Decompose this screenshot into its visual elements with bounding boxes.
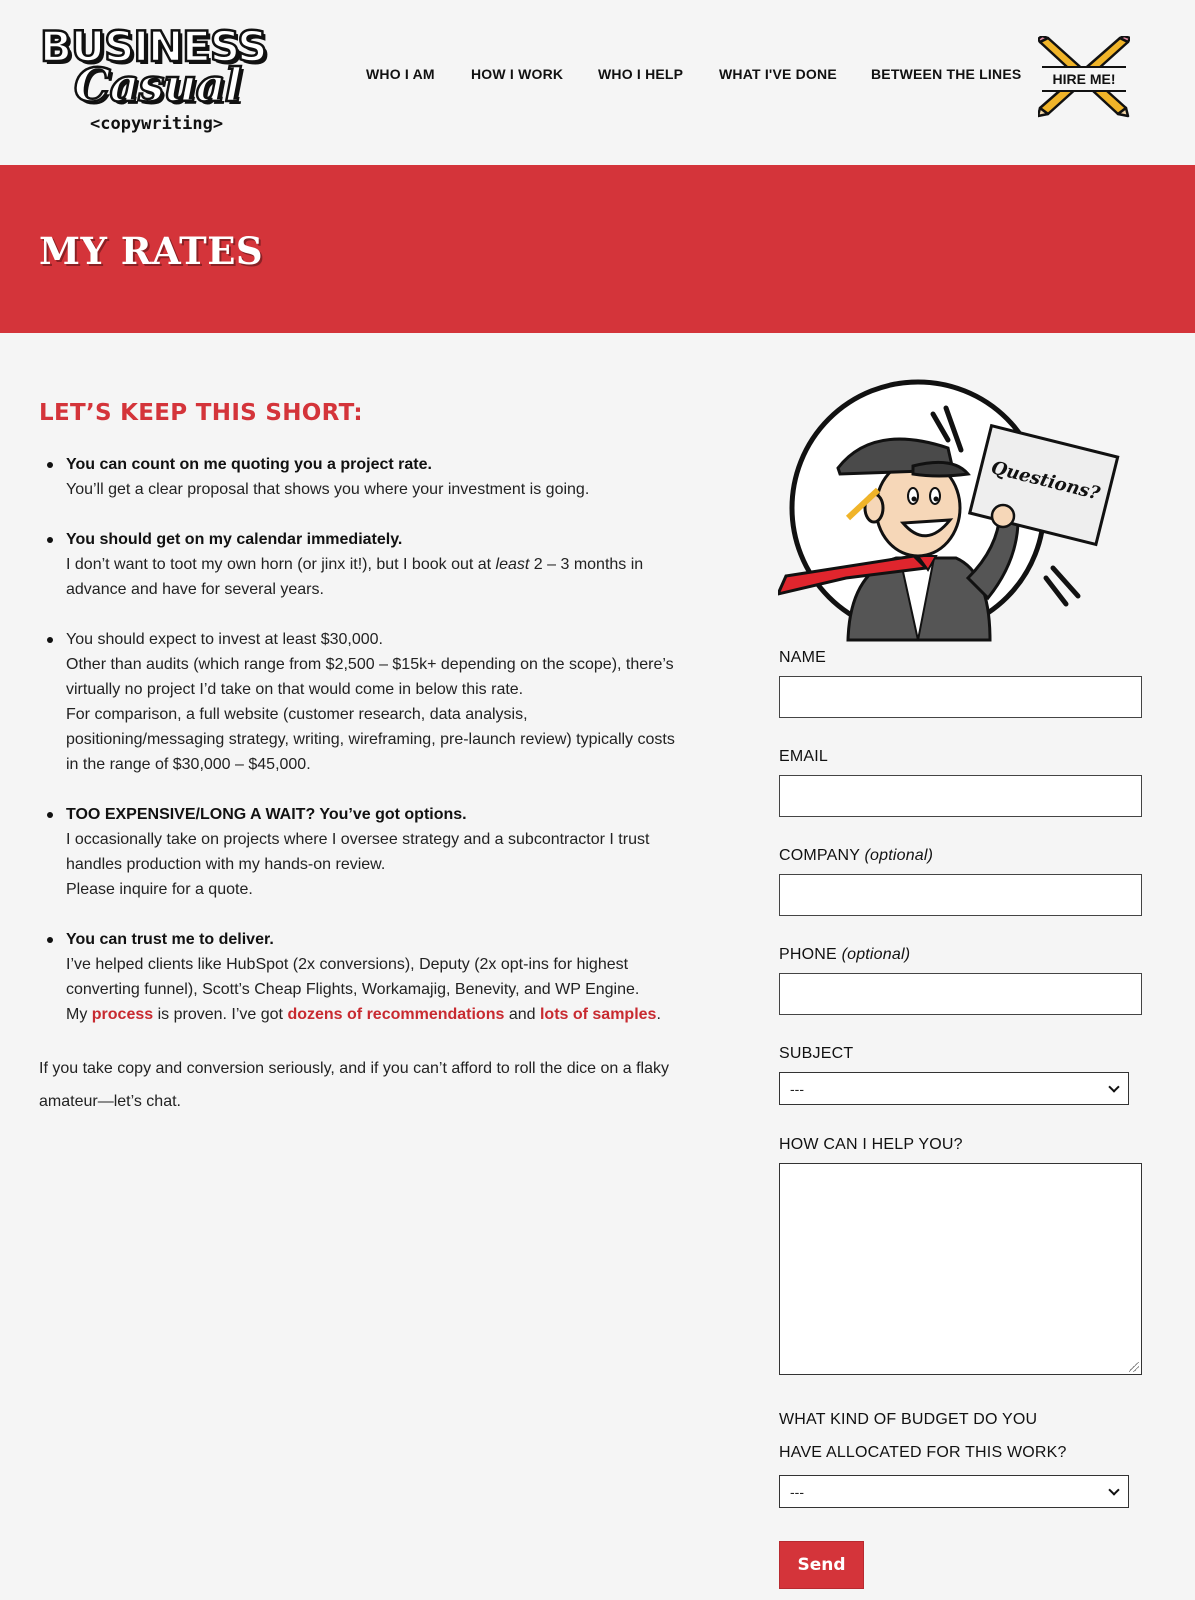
proof-text: and <box>504 1006 540 1023</box>
list-item <box>39 802 679 902</box>
list-item <box>39 627 679 777</box>
help-message-textarea[interactable] <box>779 1163 1142 1375</box>
send-button[interactable]: Send <box>779 1541 864 1589</box>
list-item <box>39 527 679 602</box>
point-heading: You should get on my calendar immediately. <box>66 531 403 548</box>
page-banner <box>0 165 1195 333</box>
point-text: I occasionally take on projects where I oversee strategy and a subcontractor I trust handles production with my hands-on review. <box>66 831 650 873</box>
recommendations-link[interactable]: dozens of recommendations <box>287 1006 505 1023</box>
proof-text: My <box>66 1006 92 1023</box>
proof-text: is proven. I’ve got <box>153 1006 288 1023</box>
site-header <box>0 0 1195 165</box>
proof-text: . <box>656 1006 661 1023</box>
section-heading: LET’S KEEP THIS SHORT: <box>39 400 363 426</box>
point-text-part: 2 – 3 months in advance and have for several years. <box>66 556 644 598</box>
hire-me-label: HIRE ME! <box>1042 66 1126 92</box>
phone-label-text: PHONE <box>779 946 837 963</box>
point-heading: You can count on me quoting you a project rate. <box>66 456 432 473</box>
samples-link[interactable]: lots of samples <box>539 1006 657 1023</box>
budget-label: WHAT KIND OF BUDGET DO YOU HAVE ALLOCATED FOR THIS WORK? <box>779 1411 1067 1461</box>
name-label: NAME <box>779 649 827 666</box>
point-text: Other than audits (which range from $2,500 – $15k+ depending on the scope), there’s virtually no project I’d take on that would come in below this rate. <box>66 656 674 698</box>
subject-label: SUBJECT <box>779 1045 854 1062</box>
list-item <box>39 452 679 502</box>
point-text-part: I don’t want to toot my own horn (or jinx it!), but I book out at <box>66 556 496 573</box>
list-item <box>39 927 679 1027</box>
contact-form <box>779 648 1143 1589</box>
point-text <box>66 552 679 602</box>
name-field[interactable] <box>779 676 1142 718</box>
point-text: For comparison, a full website (customer research, data analysis, positioning/messaging strategy, writing, wireframing, pre-launch review) typically costs in the range of $30,000 – $45,000. <box>66 706 675 773</box>
process-link[interactable]: process <box>91 1006 154 1023</box>
company-label-text: COMPANY <box>779 847 860 864</box>
nav-item-what-ive-done[interactable]: WHAT I'VE DONE <box>719 66 837 82</box>
nav-item-who-i-am[interactable]: WHO I AM <box>366 66 435 82</box>
point-text-emphasis: least <box>495 556 530 573</box>
subject-select[interactable] <box>779 1072 1129 1105</box>
point-heading: You can trust me to deliver. <box>66 931 274 948</box>
chevron-down-icon <box>1108 1484 1119 1495</box>
company-field[interactable] <box>779 874 1142 916</box>
resize-handle-icon[interactable] <box>1129 1362 1139 1372</box>
company-optional-hint: (optional) <box>864 847 934 864</box>
phone-label <box>779 945 1143 965</box>
main-nav <box>0 66 1195 86</box>
email-field[interactable] <box>779 775 1142 817</box>
help-label: HOW CAN I HELP YOU? <box>779 1136 963 1153</box>
point-text: You’ll get a clear proposal that shows you where your investment is going. <box>66 481 590 498</box>
rates-content <box>39 400 679 1118</box>
page-title: MY RATES <box>39 229 264 273</box>
company-label <box>779 846 1143 866</box>
closing-paragraph: If you take copy and conversion seriously, and if you can’t afford to roll the dice on a flaky amateur—let’s chat. <box>39 1060 669 1110</box>
point-text: I’ve helped clients like HubSpot (2x conversions), Deputy (2x opt-ins for highest converting funnel), Scott’s Cheap Flights, Workamajig, Benevity, and WP Engine. <box>66 956 640 998</box>
point-heading: You should expect to invest at least $30,000. <box>66 631 383 648</box>
nav-item-who-i-help[interactable]: WHO I HELP <box>598 66 684 82</box>
phone-field[interactable] <box>779 973 1142 1015</box>
subject-selected-value: --- <box>790 1081 804 1097</box>
phone-optional-hint: (optional) <box>841 946 911 963</box>
mascot-questions-icon <box>778 378 1128 643</box>
email-label: EMAIL <box>779 748 829 765</box>
mascot-illustration <box>778 378 1128 643</box>
budget-selected-value: --- <box>790 1484 804 1500</box>
sign-text: Questions? <box>988 457 1102 505</box>
point-heading: TOO EXPENSIVE/LONG A WAIT? You’ve got options. <box>66 806 467 823</box>
logo-casual-text: Casual <box>74 58 242 112</box>
chevron-down-icon <box>1108 1081 1119 1092</box>
rates-list <box>39 452 679 1027</box>
budget-select[interactable] <box>779 1475 1129 1508</box>
nav-item-between-the-lines[interactable]: BETWEEN THE LINES <box>871 66 1022 82</box>
point-text: Please inquire for a quote. <box>66 881 253 898</box>
nav-item-how-i-work[interactable]: HOW I WORK <box>471 66 564 82</box>
logo-business-text: BUSINESS <box>40 22 267 71</box>
logo-copywriting-text: <copywriting> <box>90 114 224 134</box>
hire-me-button[interactable] <box>1038 36 1130 118</box>
point-text-proof <box>66 1002 679 1027</box>
